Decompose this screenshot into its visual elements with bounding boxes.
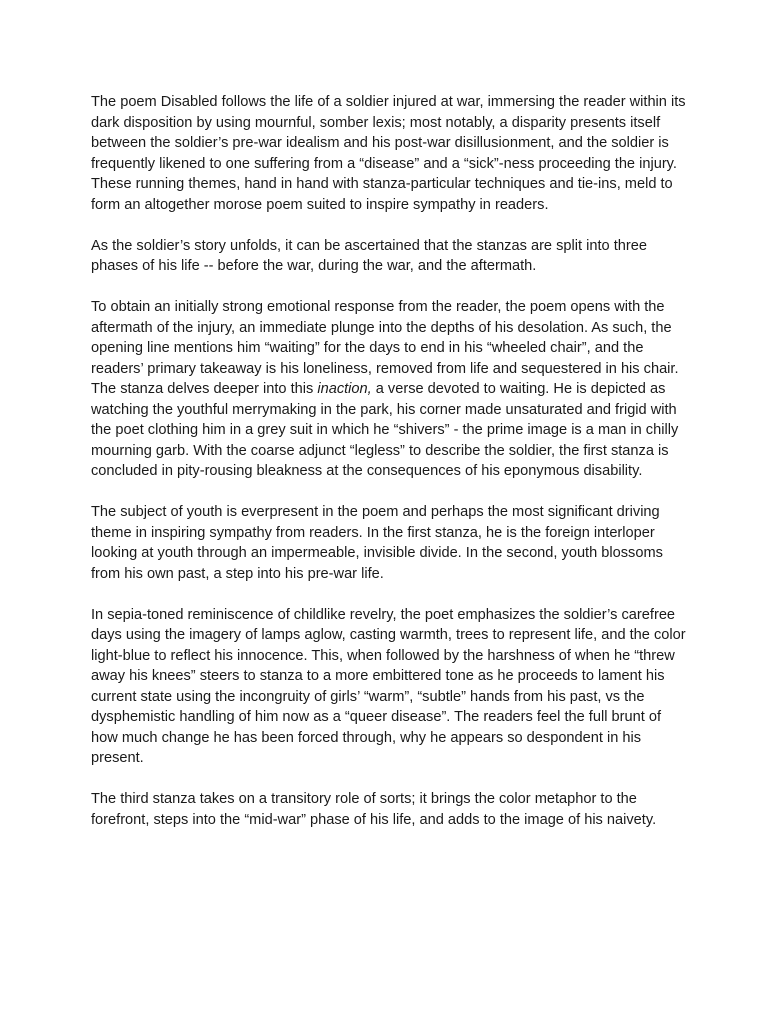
paragraph-first-stanza: [91, 297, 691, 482]
paragraph-text-before: To obtain an initially strong emotional response from the reader, the poem opens with the aftermath of the injury, an immediate plunge into the depths of his desolation. As such, the opening line mentions him “waiting” for the days to end in his “wheeled chair”, and the readers’ primary takeaway is his loneliness, removed from life and sequestered in his chair. The stanza delves deeper into this: [91, 299, 679, 397]
paragraph-third-stanza: The third stanza takes on a transitory role of sorts; it brings the color metaphor to the forefront, steps into the “mid-war” phase of his life, and adds to the image of his naivety.: [91, 791, 657, 828]
paragraph-second-stanza: In sepia-toned reminiscence of childlike revelry, the poet emphasizes the soldier’s carefree days using the imagery of lamps aglow, casting warmth, trees to represent life, and the color light-blue to reflect his innocence. This, when followed by the harshness of when he “threw away his knees” steers to stanza to a more embittered tone as he proceeds to lament his current state using the incongruity of girls’ “warm”, “subtle” hands from his past, vs the dysphemistic handling of him now as a “queer disease”. The readers feel the full brunt of how much change he has been forced through, why he appears so despondent in his present.: [91, 606, 686, 766]
paragraph-text-after: a verse devoted to waiting. He is depicted as watching the youthful merrymaking in the park, his corner made unsaturated and frigid with the poet clothing him in a grey suit in which he “shivers” - the prime image is a man in chilly mourning garb. With the coarse adjunct “legless” to describe the soldier, the first stanza is concluded in pity-rousing bleakness at the consequences of his eponymous disability.: [91, 381, 679, 479]
paragraph-structure: As the soldier’s story unfolds, it can be ascertained that the stanzas are split into three phases of his life -- before the war, during the war, and the aftermath.: [91, 237, 647, 274]
paragraph-youth-theme: The subject of youth is everpresent in the poem and perhaps the most significant driving theme in inspiring sympathy from readers. In the first stanza, he is the foreign interloper looking at youth through an impermeable, invisible divide. In the second, youth blossoms from his own past, a step into his pre-war life.: [91, 504, 663, 582]
document-page: [91, 92, 691, 851]
paragraph-intro: The poem Disabled follows the life of a soldier injured at war, immersing the reader within its dark disposition by using mournful, somber lexis; most notably, a disparity presents itself between the soldier’s pre-war idealism and his post-war disillusionment, and the soldier is frequently likened to one suffering from a “disease” and a “sick”-ness proceeding the injury. These running themes, hand in hand with stanza-particular techniques and tie-ins, meld to form an altogether morose poem suited to inspire sympathy in readers.: [91, 94, 686, 213]
emphasized-word: inaction,: [317, 381, 372, 397]
